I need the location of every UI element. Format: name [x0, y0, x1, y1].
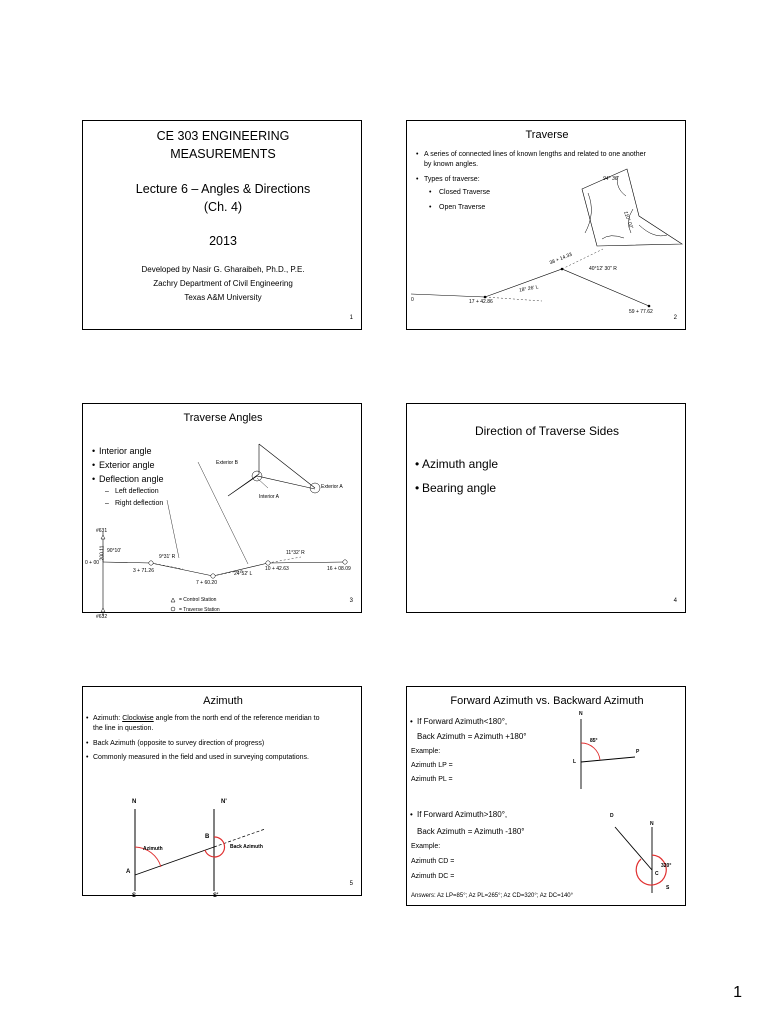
slide-3-title: Traverse Angles: [183, 412, 263, 424]
page-number: 1: [733, 984, 742, 1001]
slide-3-sub1: Left deflection: [115, 488, 159, 495]
label-angle-90: 90°10': [107, 548, 122, 554]
open-angle-2: 40°12' 30" R: [589, 266, 617, 272]
slide-3-bullet1: Interior angle: [99, 446, 152, 456]
slide-1-credit1: Developed by Nasir G. Gharaibeh, Ph.D., P.E.: [141, 265, 305, 274]
slide-3-bullet1-marker: •: [92, 446, 96, 456]
label-angle-11: 11°32' R: [286, 550, 305, 556]
slide-1-subtitle-line2: (Ch. 4): [203, 200, 243, 214]
open-angle-1: 18° 26' L: [518, 284, 540, 294]
label-angle-320: 320°: [661, 863, 672, 869]
traverse-angles-diagram: [83, 404, 363, 614]
label-angle-9: 9°31' R: [159, 554, 176, 560]
slide-5: [82, 686, 362, 899]
closed-angle-b: 110° 02': [622, 210, 634, 230]
label-s: S: [132, 893, 137, 899]
slide-2-sub2-marker: •: [429, 204, 432, 211]
label-exterior-a: Exterior A: [321, 484, 343, 490]
slide-5-bullet2-marker: •: [86, 740, 89, 747]
slide-3-number: 3: [349, 598, 353, 604]
azimuth-diagram: [83, 687, 363, 897]
slide-2-sub1: Closed Traverse: [439, 189, 490, 196]
slide-4-bullet2: Bearing angle: [422, 481, 497, 495]
label-n-1: N: [579, 711, 583, 717]
slide-6: [406, 686, 686, 906]
slide-4-number: 4: [673, 598, 677, 604]
slide-5-title: Azimuth: [203, 695, 243, 707]
slide-5-bullet1-marker: •: [86, 715, 89, 722]
label-back-azimuth: Back Azimuth: [230, 844, 263, 850]
slide-5-bullet1-prefix: Azimuth:: [93, 715, 123, 722]
slide-6-eq2: Back Azimuth = Azimuth -180°: [417, 827, 525, 836]
slide-2-bullet2-marker: •: [416, 176, 419, 183]
label-interior-a: Interior A: [259, 494, 280, 500]
slide-3-bullet3-marker: •: [92, 474, 96, 484]
slide-6-example2: Example:: [411, 843, 441, 850]
slide-2-number: 2: [673, 315, 677, 321]
slide-6-azimuth-pl: Azimuth PL =: [411, 776, 453, 783]
slide-4: [406, 403, 686, 613]
slide-1-credit3: Texas A&M University: [184, 293, 262, 302]
slide-6-answers: Answers: Az LP=85°; Az PL=265°; Az CD=320°; Az DC=140°: [411, 893, 574, 899]
slide-6-azimuth-lp: Azimuth LP =: [411, 762, 453, 769]
slide-1-year: 2013: [209, 234, 237, 248]
label-n-prime: N': [221, 799, 227, 805]
label-c: C: [655, 871, 659, 877]
label-d: D: [610, 813, 614, 819]
slide-2-bullet2: Types of traverse:: [424, 176, 480, 183]
label-point-631: #631: [96, 528, 108, 534]
slide-5-bullet3-marker: •: [86, 754, 89, 761]
slide-5-bullet3: Commonly measured in the field and used in surveying computations.: [93, 754, 309, 761]
slide-6-if2-marker: •: [410, 810, 413, 819]
slide-1-subtitle-line1: Lecture 6 – Angles & Directions: [135, 182, 311, 196]
slide-5-bullet1-underlined: Clockwise: [122, 715, 154, 722]
slide-4-bullet1: Azimuth angle: [422, 457, 499, 471]
label-exterior-b: Exterior B: [216, 460, 238, 466]
slide-4-title: Direction of Traverse Sides: [474, 424, 620, 438]
closed-traverse-diagram: [407, 121, 687, 331]
slide-2-title: Traverse: [525, 129, 569, 141]
label-angle-24: 24°52' L: [234, 571, 253, 577]
slide-1: [82, 120, 362, 330]
slide-3-bullet2-marker: •: [92, 460, 96, 470]
slide-5-bullet2: Back Azimuth (opposite to survey direction of progress): [93, 740, 265, 747]
label-station-1608: 16 + 08.09: [327, 566, 351, 572]
label-s-2: S: [666, 885, 670, 891]
label-angle-85: 85°: [590, 738, 598, 744]
slide-2-bullet1-line1: A series of connected lines of known lengths and related to one another: [424, 151, 646, 158]
slide-6-eq1: Back Azimuth = Azimuth +180°: [417, 732, 527, 741]
label-n-2: N: [650, 821, 654, 827]
label-l: L: [573, 759, 577, 765]
slide-2-sub2: Open Traverse: [439, 204, 486, 211]
label-b: B: [205, 834, 210, 840]
open-sta-1742: 17 + 42.86: [469, 299, 493, 305]
slide-6-azimuth-cd: Azimuth CD =: [411, 858, 455, 865]
label-station-1042: 10 + 42.63: [265, 566, 289, 572]
label-p: P: [636, 749, 640, 755]
open-sta-5977: 59 + 77.62: [629, 309, 653, 315]
slide-4-bullet2-marker: •: [415, 481, 420, 495]
label-distance: 200.11: [99, 545, 106, 561]
slide-1-title-line2: MEASUREMENTS: [170, 147, 276, 161]
label-station-371: 3 + 71.26: [133, 568, 154, 574]
slide-6-title: Forward Azimuth vs. Backward Azimuth: [450, 695, 644, 707]
slide-3-sub1-marker: –: [105, 488, 109, 495]
slide-6-if1: If Forward Azimuth<180°,: [417, 717, 508, 726]
legend-control-station: = Control Station: [179, 597, 217, 603]
slide-6-azimuth-dc: Azimuth DC =: [411, 873, 455, 880]
slide-1-number: 1: [349, 315, 353, 321]
forward-backward-azimuth-diagram: [407, 687, 687, 907]
slide-6-example1: Example:: [411, 748, 441, 755]
label-n: N: [132, 799, 137, 805]
slide-2-sub1-marker: •: [429, 189, 432, 196]
label-s-prime: S': [213, 893, 219, 899]
slide-2: [406, 120, 686, 330]
label-station-0: 0 + 00: [85, 560, 100, 566]
label-point-632: #632: [96, 614, 108, 620]
slide-3-bullet2: Exterior angle: [99, 460, 155, 470]
slide-2-bullet1-line2: by known angles.: [424, 161, 479, 168]
slide-2-bullet1-marker: •: [416, 151, 419, 158]
label-a: A: [126, 869, 131, 875]
label-azimuth: Azimuth: [143, 846, 163, 852]
slide-5-bullet1-rest: angle from the north end of the reference meridian to: [153, 715, 320, 722]
closed-angle-a: 94° 36': [603, 176, 619, 182]
slide-3-bullet3: Deflection angle: [99, 474, 164, 484]
slide-3: [82, 403, 362, 620]
slide-4-bullet1-marker: •: [415, 457, 420, 471]
slide-3-sub2: Right deflection: [115, 500, 164, 507]
slide-5-number: 5: [349, 881, 353, 887]
slide-3-sub2-marker: –: [105, 500, 109, 507]
legend-traverse-station: = Traverse Station: [179, 607, 220, 613]
slide-6-if2: If Forward Azimuth>180°,: [417, 810, 508, 819]
label-station-760: 7 + 60.20: [196, 580, 217, 586]
open-sta-0: 0: [411, 297, 414, 303]
slide-6-if1-marker: •: [410, 717, 413, 726]
slide-5-bullet1-line2: the line in question.: [93, 725, 154, 732]
slide-1-title-line1: CE 303 ENGINEERING: [156, 129, 290, 143]
slide-1-credit2: Zachry Department of Civil Engineering: [153, 279, 293, 288]
open-sta-3814: 38 + 14.33: [548, 251, 574, 267]
